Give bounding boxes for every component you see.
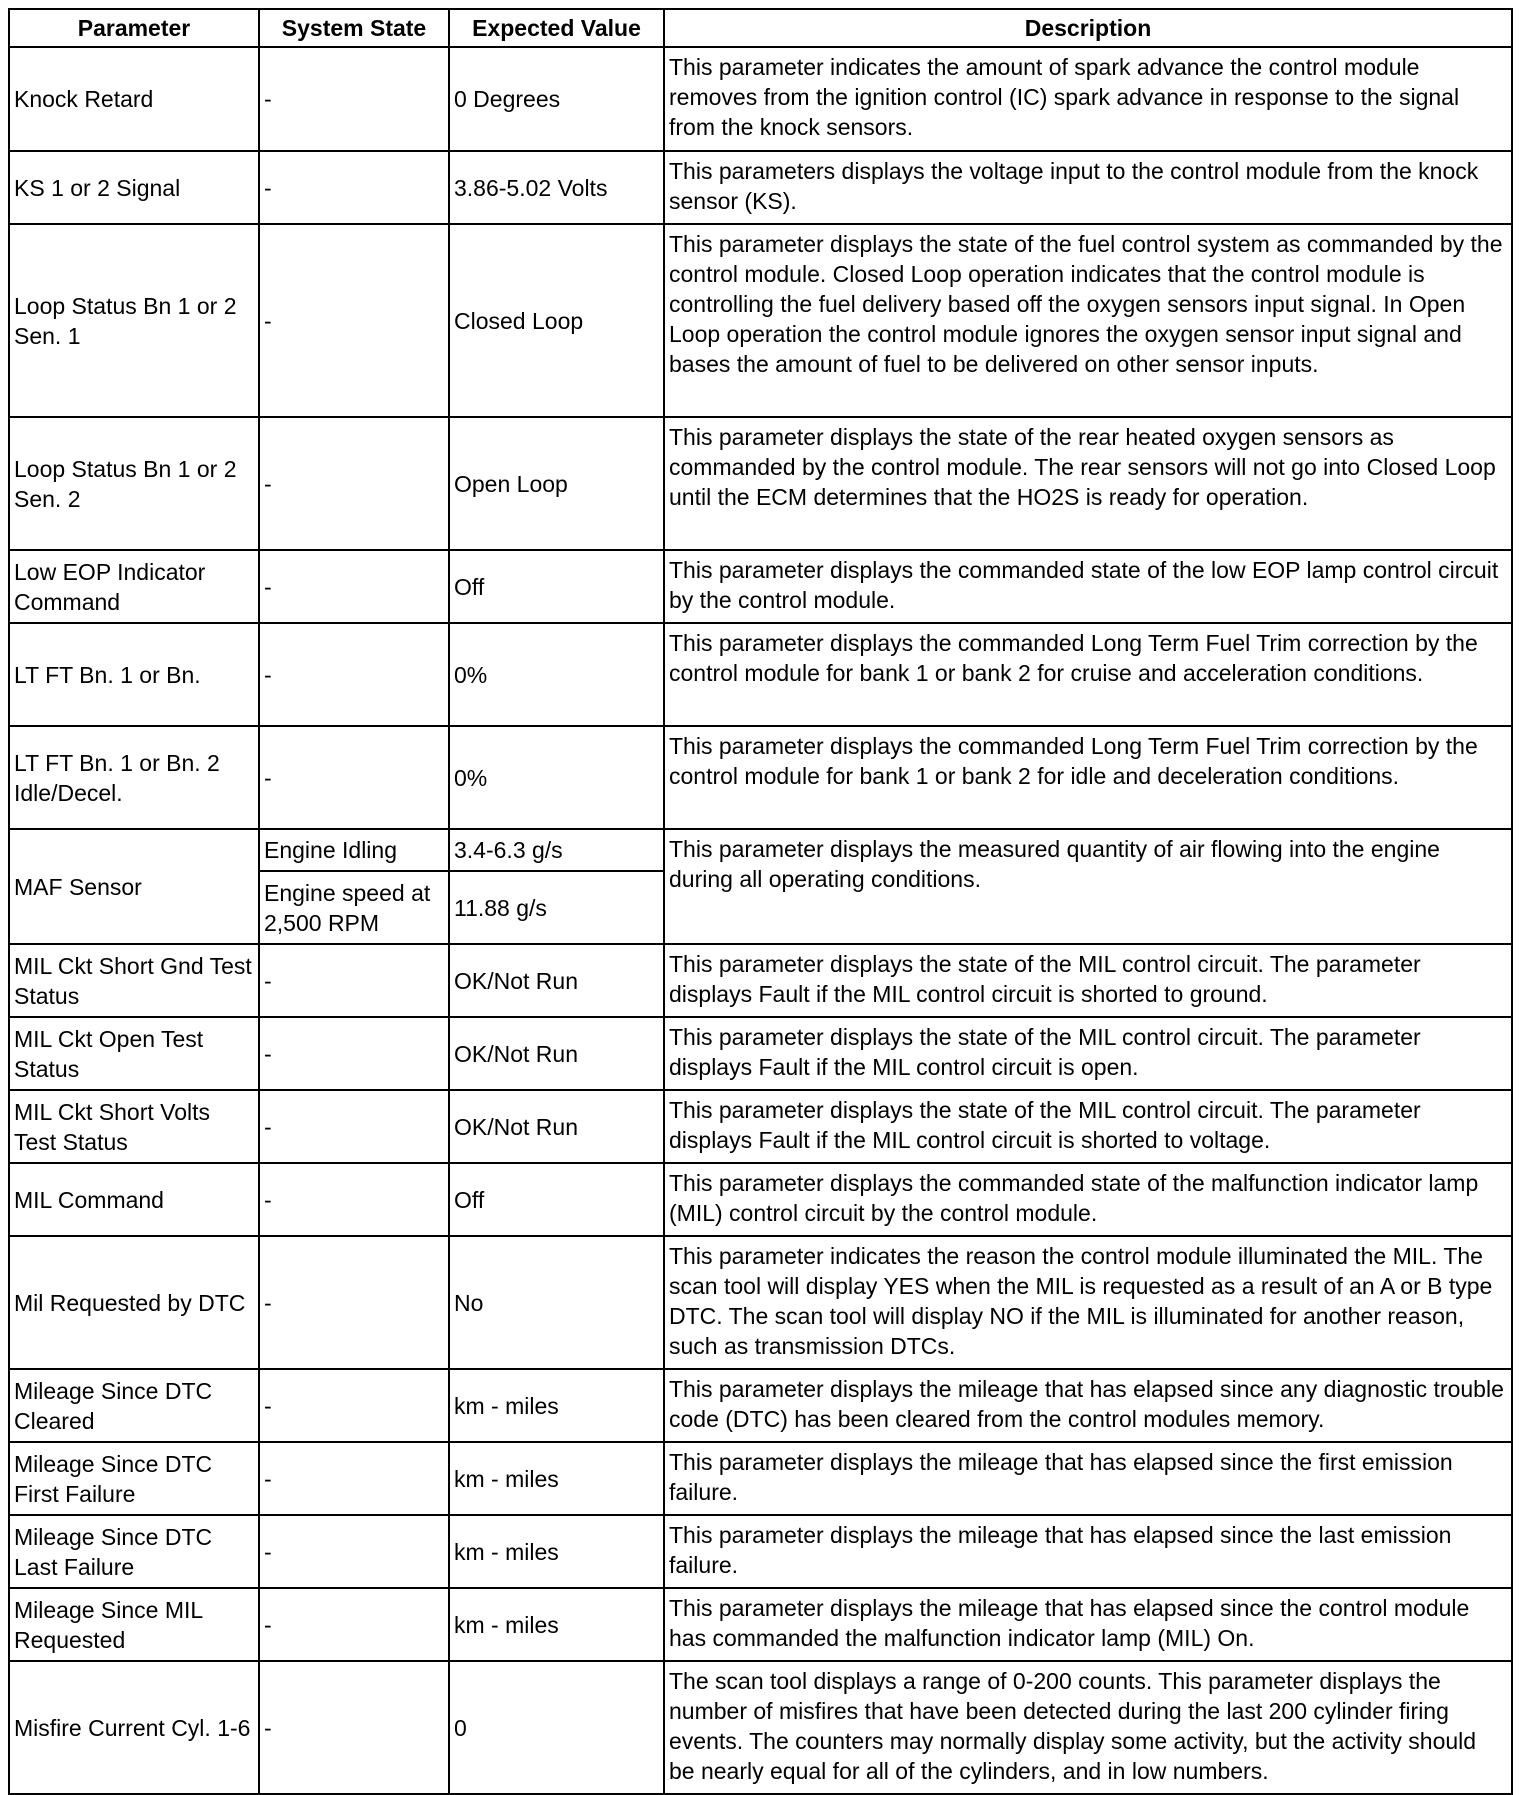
cell-expected-value: Off <box>449 550 664 623</box>
table-row-maf <box>9 829 1512 871</box>
table-row <box>9 151 1512 224</box>
cell-parameter: MIL Command <box>9 1163 259 1236</box>
header-description: Description <box>664 9 1512 47</box>
table-row <box>9 1661 1512 1794</box>
cell-system-state: - <box>259 1163 449 1236</box>
cell-expected-value: 0% <box>449 726 664 829</box>
cell-parameter: Mileage Since DTC Last Failure <box>9 1515 259 1588</box>
cell-parameter: Mileage Since DTC Cleared <box>9 1369 259 1442</box>
cell-description: This parameters displays the voltage input to the control module from the knock sensor (KS). <box>664 151 1512 224</box>
cell-description: This parameter displays the mileage that has elapsed since the last emission failure. <box>664 1515 1512 1588</box>
table-row <box>9 1163 1512 1236</box>
cell-system-state: - <box>259 726 449 829</box>
cell-system-state: - <box>259 224 449 417</box>
cell-parameter: Mil Requested by DTC <box>9 1236 259 1369</box>
table-row <box>9 944 1512 1017</box>
cell-description: This parameter indicates the amount of spark advance the control module removes from the ignition control (IC) spark advance in response to the signal from the knock sensors. <box>664 47 1512 151</box>
cell-description: The scan tool displays a range of 0-200 counts. This parameter displays the number of misfires that have been detected during the last 200 cylinder firing events. The counters may normally display some activity, but the activity should be nearly equal for all of the cylinders, and in low numbers. <box>664 1661 1512 1794</box>
cell-expected-value: 3.4-6.3 g/s <box>449 829 664 871</box>
table-row <box>9 417 1512 550</box>
cell-description: This parameter displays the state of the MIL control circuit. The parameter displays Fault if the MIL control circuit is open. <box>664 1017 1512 1090</box>
cell-expected-value: No <box>449 1236 664 1369</box>
cell-expected-value: 0 Degrees <box>449 47 664 151</box>
cell-system-state: - <box>259 1515 449 1588</box>
cell-description: This parameter displays the mileage that has elapsed since any diagnostic trouble code (DTC) has been cleared from the control modules memory. <box>664 1369 1512 1442</box>
table-row <box>9 550 1512 623</box>
cell-expected-value: OK/Not Run <box>449 944 664 1017</box>
cell-system-state: Engine Idling <box>259 829 449 871</box>
cell-system-state: Engine speed at 2,500 RPM <box>259 871 449 944</box>
cell-expected-value: Off <box>449 1163 664 1236</box>
cell-description: This parameter displays the state of the fuel control system as commanded by the control module. Closed Loop operation indicates that the control module is controlling the fuel delivery based off the oxygen sensors input signal. In Open Loop operation the control module ignores the oxygen sensor input signal and bases the amount of fuel to be delivered on other sensor inputs. <box>664 224 1512 417</box>
cell-parameter: Mileage Since MIL Requested <box>9 1588 259 1661</box>
cell-expected-value: 3.86-5.02 Volts <box>449 151 664 224</box>
cell-expected-value: 0 <box>449 1661 664 1794</box>
cell-system-state: - <box>259 151 449 224</box>
header-parameter: Parameter <box>9 9 259 47</box>
cell-parameter: MIL Ckt Short Gnd Test Status <box>9 944 259 1017</box>
cell-expected-value: Open Loop <box>449 417 664 550</box>
cell-expected-value: OK/Not Run <box>449 1090 664 1163</box>
table-row <box>9 1017 1512 1090</box>
cell-description: This parameter displays the state of the MIL control circuit. The parameter displays Fault if the MIL control circuit is shorted to voltage. <box>664 1090 1512 1163</box>
cell-description: This parameter displays the measured quantity of air flowing into the engine during all operating conditions. <box>664 829 1512 944</box>
header-row <box>9 9 1512 47</box>
cell-expected-value: km - miles <box>449 1442 664 1515</box>
cell-expected-value: Closed Loop <box>449 224 664 417</box>
cell-parameter: Loop Status Bn 1 or 2 Sen. 1 <box>9 224 259 417</box>
cell-description: This parameter displays the commanded Long Term Fuel Trim correction by the control module for bank 1 or bank 2 for idle and deceleration conditions. <box>664 726 1512 829</box>
cell-system-state: - <box>259 623 449 726</box>
cell-description: This parameter displays the state of the rear heated oxygen sensors as commanded by the control module. The rear sensors will not go into Closed Loop until the ECM determines that the HO2S is ready for operation. <box>664 417 1512 550</box>
header-system-state: System State <box>259 9 449 47</box>
cell-parameter: Misfire Current Cyl. 1-6 <box>9 1661 259 1794</box>
cell-system-state: - <box>259 47 449 151</box>
cell-parameter: Knock Retard <box>9 47 259 151</box>
cell-expected-value: 0% <box>449 623 664 726</box>
table-row <box>9 1369 1512 1442</box>
cell-expected-value: km - miles <box>449 1515 664 1588</box>
cell-description: This parameter displays the commanded state of the low EOP lamp control circuit by the control module. <box>664 550 1512 623</box>
cell-parameter: Low EOP Indicator Command <box>9 550 259 623</box>
cell-parameter: MIL Ckt Short Volts Test Status <box>9 1090 259 1163</box>
table-row <box>9 1442 1512 1515</box>
cell-parameter: Loop Status Bn 1 or 2 Sen. 2 <box>9 417 259 550</box>
cell-parameter: Mileage Since DTC First Failure <box>9 1442 259 1515</box>
cell-system-state: - <box>259 1588 449 1661</box>
cell-system-state: - <box>259 1661 449 1794</box>
table-row <box>9 1236 1512 1369</box>
cell-description: This parameter displays the mileage that has elapsed since the first emission failure. <box>664 1442 1512 1515</box>
table-row <box>9 1515 1512 1588</box>
cell-description: This parameter indicates the reason the control module illuminated the MIL. The scan tool will display YES when the MIL is requested as a result of an A or B type DTC. The scan tool will display NO if the MIL is illuminated for another reason, such as transmission DTCs. <box>664 1236 1512 1369</box>
cell-parameter: MIL Ckt Open Test Status <box>9 1017 259 1090</box>
cell-expected-value: km - miles <box>449 1369 664 1442</box>
cell-parameter: LT FT Bn. 1 or Bn. <box>9 623 259 726</box>
cell-system-state: - <box>259 1090 449 1163</box>
cell-parameter: LT FT Bn. 1 or Bn. 2 Idle/Decel. <box>9 726 259 829</box>
cell-description: This parameter displays the mileage that has elapsed since the control module has commanded the malfunction indicator lamp (MIL) On. <box>664 1588 1512 1661</box>
cell-system-state: - <box>259 1442 449 1515</box>
header-expected-value: Expected Value <box>449 9 664 47</box>
table-row <box>9 1090 1512 1163</box>
cell-expected-value: 11.88 g/s <box>449 871 664 944</box>
parameters-table <box>8 8 1513 1795</box>
cell-description: This parameter displays the state of the MIL control circuit. The parameter displays Fault if the MIL control circuit is shorted to ground. <box>664 944 1512 1017</box>
cell-parameter: MAF Sensor <box>9 829 259 944</box>
cell-parameter: KS 1 or 2 Signal <box>9 151 259 224</box>
table-row <box>9 47 1512 151</box>
cell-system-state: - <box>259 944 449 1017</box>
cell-expected-value: OK/Not Run <box>449 1017 664 1090</box>
cell-description: This parameter displays the commanded state of the malfunction indicator lamp (MIL) control circuit by the control module. <box>664 1163 1512 1236</box>
table-row <box>9 224 1512 417</box>
cell-system-state: - <box>259 1017 449 1090</box>
table-row <box>9 1588 1512 1661</box>
cell-system-state: - <box>259 1369 449 1442</box>
cell-system-state: - <box>259 1236 449 1369</box>
cell-system-state: - <box>259 550 449 623</box>
cell-description: This parameter displays the commanded Long Term Fuel Trim correction by the control module for bank 1 or bank 2 for cruise and acceleration conditions. <box>664 623 1512 726</box>
cell-expected-value: km - miles <box>449 1588 664 1661</box>
table-row <box>9 623 1512 726</box>
cell-system-state: - <box>259 417 449 550</box>
table-row <box>9 726 1512 829</box>
